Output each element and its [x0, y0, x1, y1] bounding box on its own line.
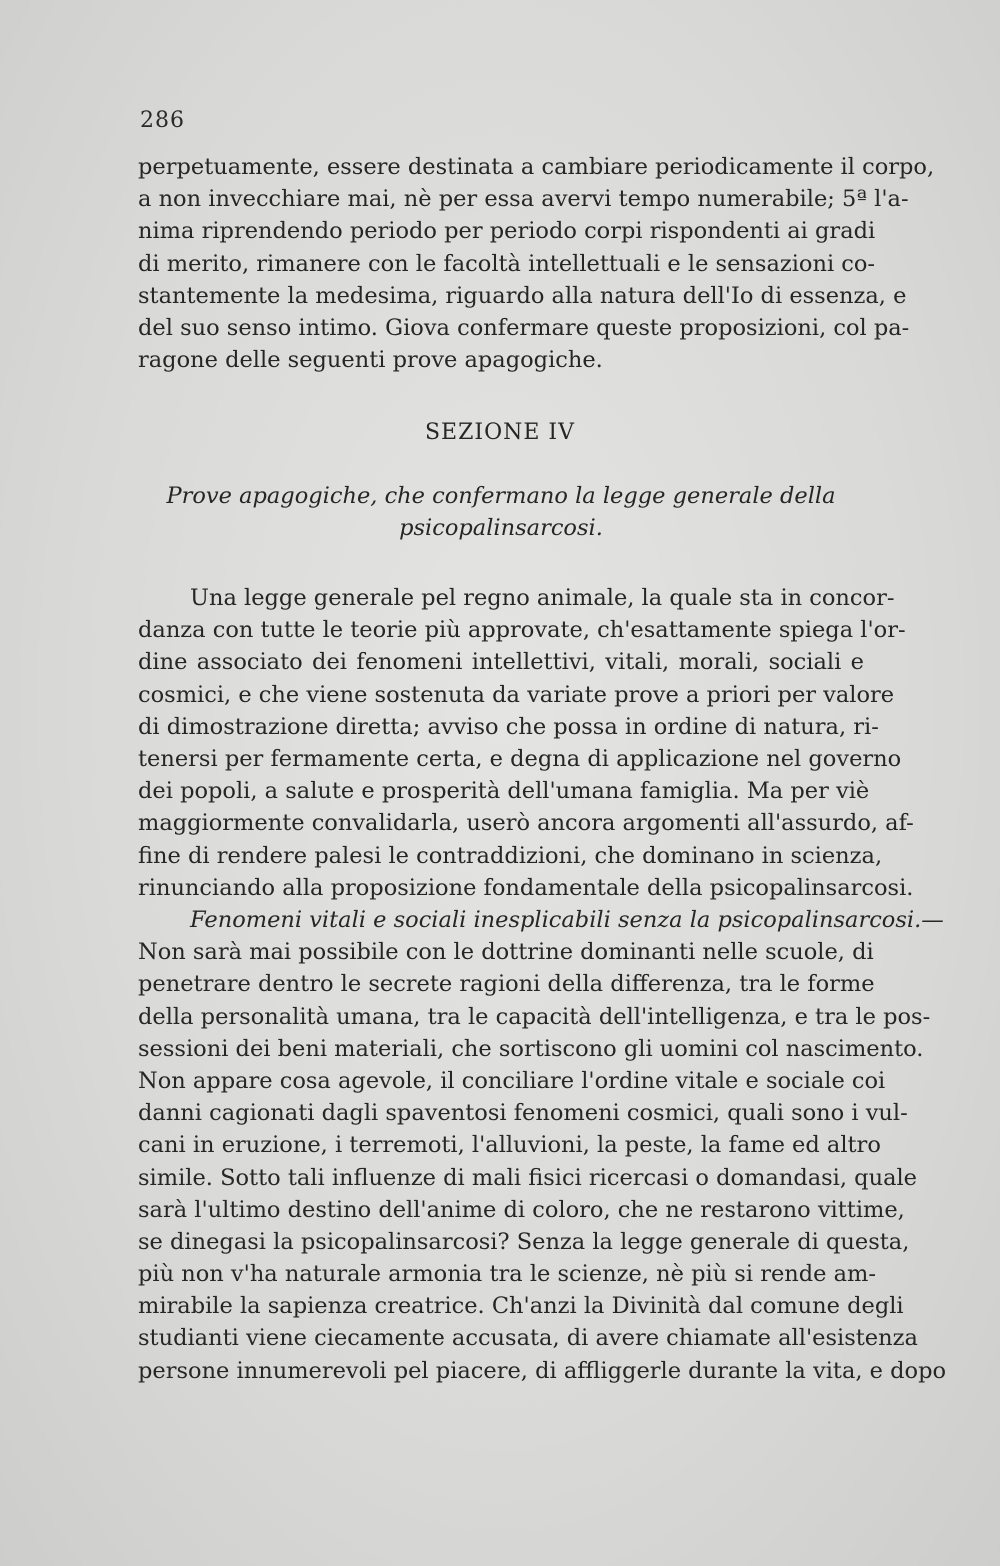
text-line: cani in eruzione, i terremoti, l'alluvioni, la peste, la fame ed altro	[138, 1132, 881, 1159]
text-line: Una legge generale pel regno animale, la quale sta in concor-	[190, 585, 895, 611]
subtitle-line: Prove apagogiche, che confermano la legge generale della	[166, 483, 836, 509]
text-line: dine associato dei fenomeni intellettivi, vitali, morali, sociali e	[138, 649, 864, 676]
text-line: nima riprendendo periodo per periodo corpi rispondenti ai gradi	[138, 218, 876, 245]
paragraph-one	[138, 582, 914, 904]
text-line: danza con tutte le teorie più approvate, ch'esattamente spiega l'or-	[138, 617, 906, 644]
text-line: studianti viene ciecamente accusata, di avere chiamate all'esistenza	[138, 1325, 918, 1352]
text-line: maggiormente convalidarla, userò ancora argomenti all'assurdo, af-	[138, 810, 914, 837]
page-number: 286	[140, 108, 185, 133]
text-line: a non invecchiare mai, nè per essa avervi tempo numerabile; 5ª l'a-	[138, 186, 909, 213]
subtitle-line: psicopalinsarcosi.	[399, 515, 603, 541]
intro-paragraph	[138, 151, 935, 376]
text-line: cosmici, e che viene sostenuta da variate prove a priori per valore	[138, 681, 895, 708]
text-line: dei popoli, a salute e prosperità dell'umana famiglia. Ma per viè	[138, 778, 870, 805]
text-line: fine di rendere palesi le contraddizioni, che dominano in scienza,	[138, 842, 883, 869]
text-line: più non v'ha naturale armonia tra le scienze, nè più si rende am-	[138, 1261, 876, 1288]
section-heading: SEZIONE IV	[424, 420, 576, 445]
text-line: mirabile la sapienza creatrice. Ch'anzi la Divinità dal comune degli	[138, 1293, 904, 1320]
text-line: se dinegasi la psicopalinsarcosi? Senza la legge generale di questa,	[138, 1228, 910, 1255]
text-line: rinunciando alla proposizione fondamentale della psicopalinsarcosi.	[138, 874, 914, 901]
text-line: simile. Sotto tali influenze di mali fisici ricercasi o domandasi, quale	[138, 1164, 917, 1191]
text-line: sessioni dei beni materiali, che sortiscono gli uomini col nascimento.	[138, 1035, 924, 1062]
text-line: del suo senso intimo. Giova confermare queste proposizioni, col pa-	[138, 314, 910, 341]
text-line: sarà l'ultimo destino dell'anime di coloro, che ne restarono vittime,	[138, 1196, 905, 1223]
text-line: penetrare dentro le secrete ragioni della differenza, tra le forme	[138, 971, 875, 998]
section-subtitle	[138, 480, 864, 544]
text-line: tenersi per fermamente certa, e degna di applicazione nel governo	[138, 745, 902, 772]
text-line: stantemente la medesima, riguardo alla natura dell'Io di essenza, e	[138, 282, 907, 309]
text-line: di dimostrazione diretta; avviso che possa in ordine di natura, ri-	[138, 713, 879, 740]
text-line: danni cagionati dagli spaventosi fenomeni cosmici, quali sono i vul-	[138, 1100, 908, 1127]
text-line: Non sarà mai possibile con le dottrine dominanti nelle scuole, di	[138, 939, 874, 966]
text-line: ragone delle seguenti prove apagogiche.	[138, 347, 603, 374]
paragraph-two-heading: Fenomeni vitali e sociali inesplicabili senza la psicopalinsarcosi.—	[190, 907, 944, 933]
text-line: di merito, rimanere con le facoltà intellettuali e le sensazioni co-	[138, 250, 876, 277]
text-line: persone innumerevoli pel piacere, di affliggerle durante la vita, e dopo	[138, 1357, 947, 1384]
paragraph-two	[138, 904, 947, 1387]
text-line: della personalità umana, tra le capacità dell'intelligenza, e tra le pos-	[138, 1003, 931, 1030]
text-line: Non appare cosa agevole, il conciliare l'ordine vitale e sociale coi	[138, 1067, 886, 1094]
text-line: perpetuamente, essere destinata a cambiare periodicamente il corpo,	[138, 154, 935, 180]
